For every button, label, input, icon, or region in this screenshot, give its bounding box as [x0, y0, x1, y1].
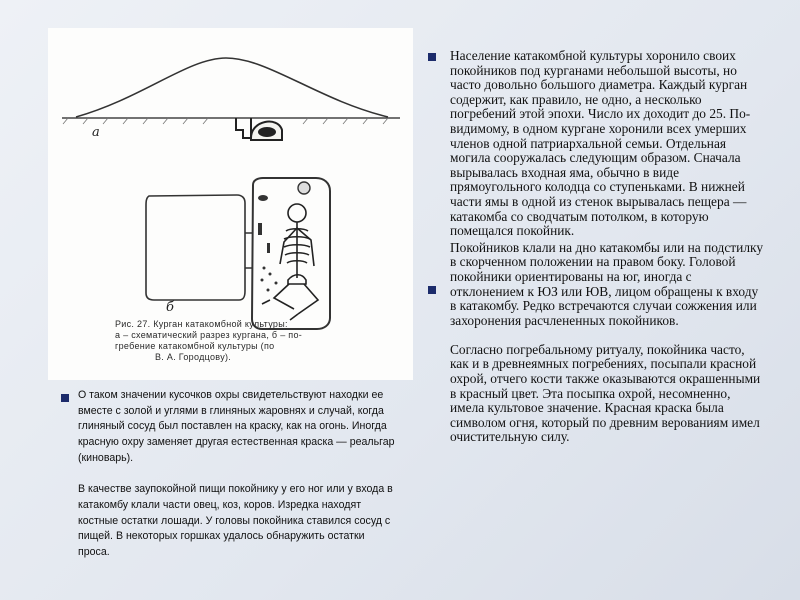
left-paragraph-1: О таком значении кусочков охры свидетельствуют находки ее вместе с золой и углями в глиняных жаровнях и случай, когда глиняный сосуд был поставлен на краску, как на огонь. Иногда красную охру заменяет другая естественная краска — реальгар (киноварь). [78, 389, 395, 464]
caption-line-2: а – схематический разрез кургана, б – по- [115, 330, 303, 340]
passage [245, 233, 252, 268]
right-item-2-continued: Согласно погребальному ритуалу, покойника часто, как и в древнеямных погребениях, посыпали красной охрой, отчего кости также оказываются окрашенными в красный цвет. Эта посыпка охрой, несомненно, имела культовое значение. Красная краска была символом огня, который по древним верованиям имел очистительную силу. [450, 341, 761, 445]
skeleton [262, 204, 318, 320]
caption-line-3: гребение катакомбной культуры (по [115, 341, 275, 351]
ground-hatch [63, 118, 388, 124]
vessel [298, 182, 310, 194]
left-paragraph-2: В качестве заупокойной пищи покойнику у его ног или у входа в катакомбу клали части овец, коз, коров. Изредка находят костные остатки лошади. У головы покойника ставился сосуд с пищей. В некоторых горшках удалось обнаружить остатки проса. [78, 483, 393, 559]
figure-caption [115, 319, 375, 363]
right-text-block [450, 49, 765, 445]
shaft-outline [146, 195, 245, 300]
caption-line-1: Рис. 27. Курган катакомбной культуры: [115, 319, 288, 329]
left-bullet [61, 394, 69, 402]
right-item-1: Население катакомбной культуры хоронило своих покойников под курганами небольшой высоты, но часто довольно большого диаметра. Каждый курган содержит, как правило, не одно, а несколько погребений этой эпохи. Число их доходит до 25. По-видимому, в одном кургане хоронили всех умерших членов одной патриархальной семьи. Отдельная могила сооружалась следующим образом. Сначала вырывалась входная яма, обычно в виде прямоугольного колодца со ступеньками. В нижней части ямы в одной из стенок вырывалась пещера — катакомба со сводчатым потолком, в которую помещался покойник. [450, 48, 751, 239]
grave-goods [258, 195, 278, 292]
entrance-pit [236, 118, 251, 138]
label-b: б [166, 300, 174, 315]
burial-figure [48, 28, 413, 380]
right-bullet-1 [428, 53, 436, 61]
catacomb-fill [258, 127, 276, 137]
right-bullet-2 [428, 286, 436, 294]
kurgan-mound [76, 58, 388, 117]
caption-line-4: В. А. Городцову). [155, 352, 232, 362]
left-text-block [78, 388, 398, 561]
right-item-2: Покойников клали на дно катакомбы или на подстилку в скорченном положении на правом боку. Головой покойники ориентированы на юг, иногда с отклонением к ЮЗ или ЮВ, лицом обращены к входу в катакомбу. Редко встречаются случаи сожжения или захоронения расчлененных покойников. [450, 239, 764, 328]
label-a: а [92, 125, 100, 140]
